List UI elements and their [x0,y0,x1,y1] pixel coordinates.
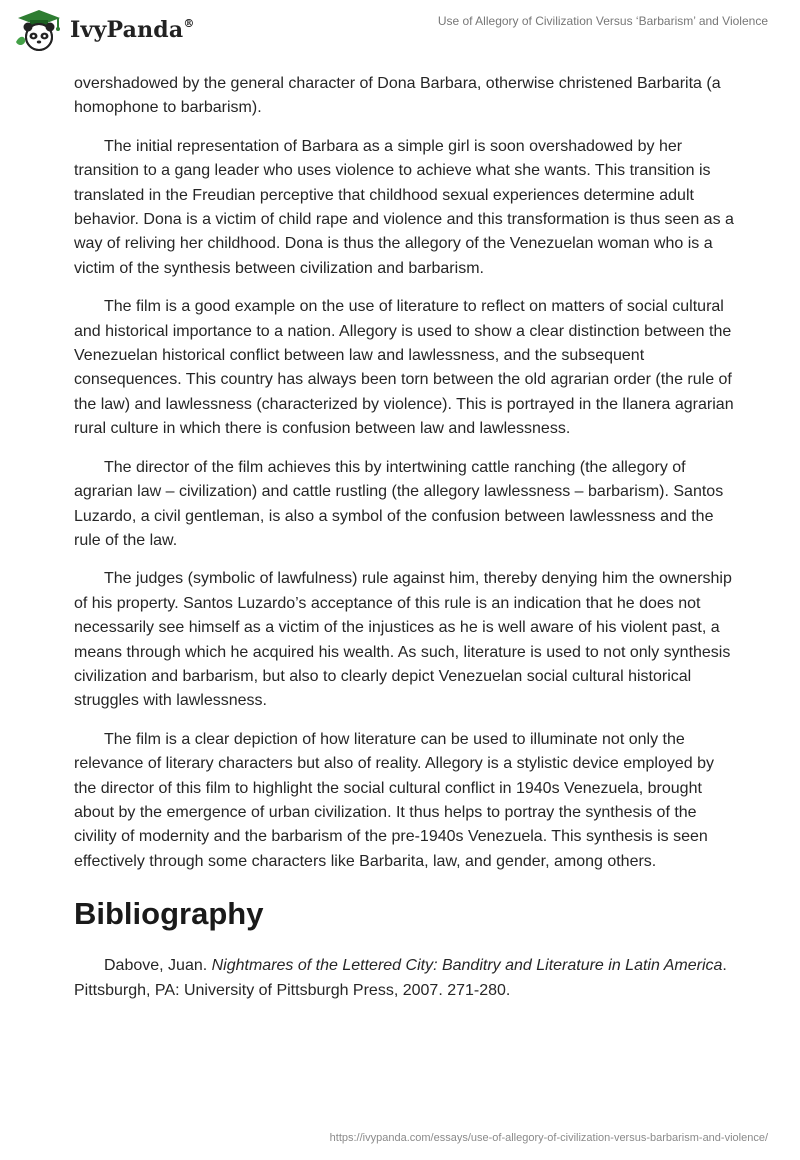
bibliography-entry [74,954,734,1003]
entry-author: Dabove, Juan. [104,957,212,975]
page-header [0,0,800,70]
paragraph: overshadowed by the general character of Dona Barbara, otherwise christened Barbarita (a homophone to barbarism). [74,75,721,117]
paragraph: The judges (symbolic of lawfulness) rule against him, thereby denying him the ownership of his property. Santos Luzardo’s acceptance of this rule is an indication that he does not necessarily see himself as a victim of the injustices as he is well aware of his violent past, a means through which he acquired his wealth. As such, literature is used to not only synthesis civilization and barbarism, but also to clearly depict Venezuelan social cultural historical struggles with lawlessness. [74,570,732,710]
paragraph: The film is a clear depiction of how literature can be used to illuminate not only the relevance of literary characters but also of reality. Allegory is a stylistic device employed by the director of this film to highlight the social cultural conflict in 1940s Venezuela, brought about by the emergence of urban civilization. It thus helps to portray the synthesis of the civility of modernity and the barbarism of the pre-1940s Venezuela. This synthesis is seen effectively through some characters like Barbarita, law, and gender, among others. [74,730,714,870]
source-url[interactable]: https://ivypanda.com/essays/use-of-allegory-of-civilization-versus-barbarism-and-violence/ [329,1132,768,1144]
document-title: Use of Allegory of Civilization Versus ‘Barbarism’ and Violence [437,14,768,28]
brand-name: IvyPanda® [70,16,195,43]
paragraph: The initial representation of Barbara as a simple girl is soon overshadowed by her transition to a gang leader who uses violence to achieve what she wants. This transition is translated in the Freudian perceptive that childhood sexual experiences determine adult behavior. Dona is a victim of child rape and violence and this transformation is thus seen as a way of reliving her childhood. Dona is thus the allegory of the Venezuelan woman who is a victim of the synthesis between civilization and barbarism. [74,137,734,277]
essay-content [74,72,734,1003]
ivypanda-logo[interactable] [14,8,195,52]
bibliography-heading: Bibliography [74,896,264,932]
paragraph: The director of the film achieves this by intertwining cattle ranching (the allegory of agrarian law – civilization) and cattle rustling (the allegory lawlessness – barbarism). Santos Luzardo, a civil gentleman, is also a symbol of the confusion between lawlessness and the rule of the law. [74,458,724,549]
entry-title: Nightmares of the Lettered City: Banditry and Literature in Latin America [211,957,723,975]
entry-publication: . Pittsburgh, PA: University of Pittsburgh Press, 2007. 271-280. [74,957,727,999]
panda-graduation-cap-icon [14,8,64,52]
paragraph: The film is a good example on the use of literature to reflect on matters of social cultural and historical importance to a nation. Allegory is used to show a clear distinction between the Venezuelan historical conflict between law and lawlessness, and the subsequent consequences. This country has always been torn between the old agrarian order (the rule of the law) and lawlessness (characterized by violence). This is portrayed in the llanera agrarian rural culture in which there is confusion between law and lawlessness. [74,298,734,438]
